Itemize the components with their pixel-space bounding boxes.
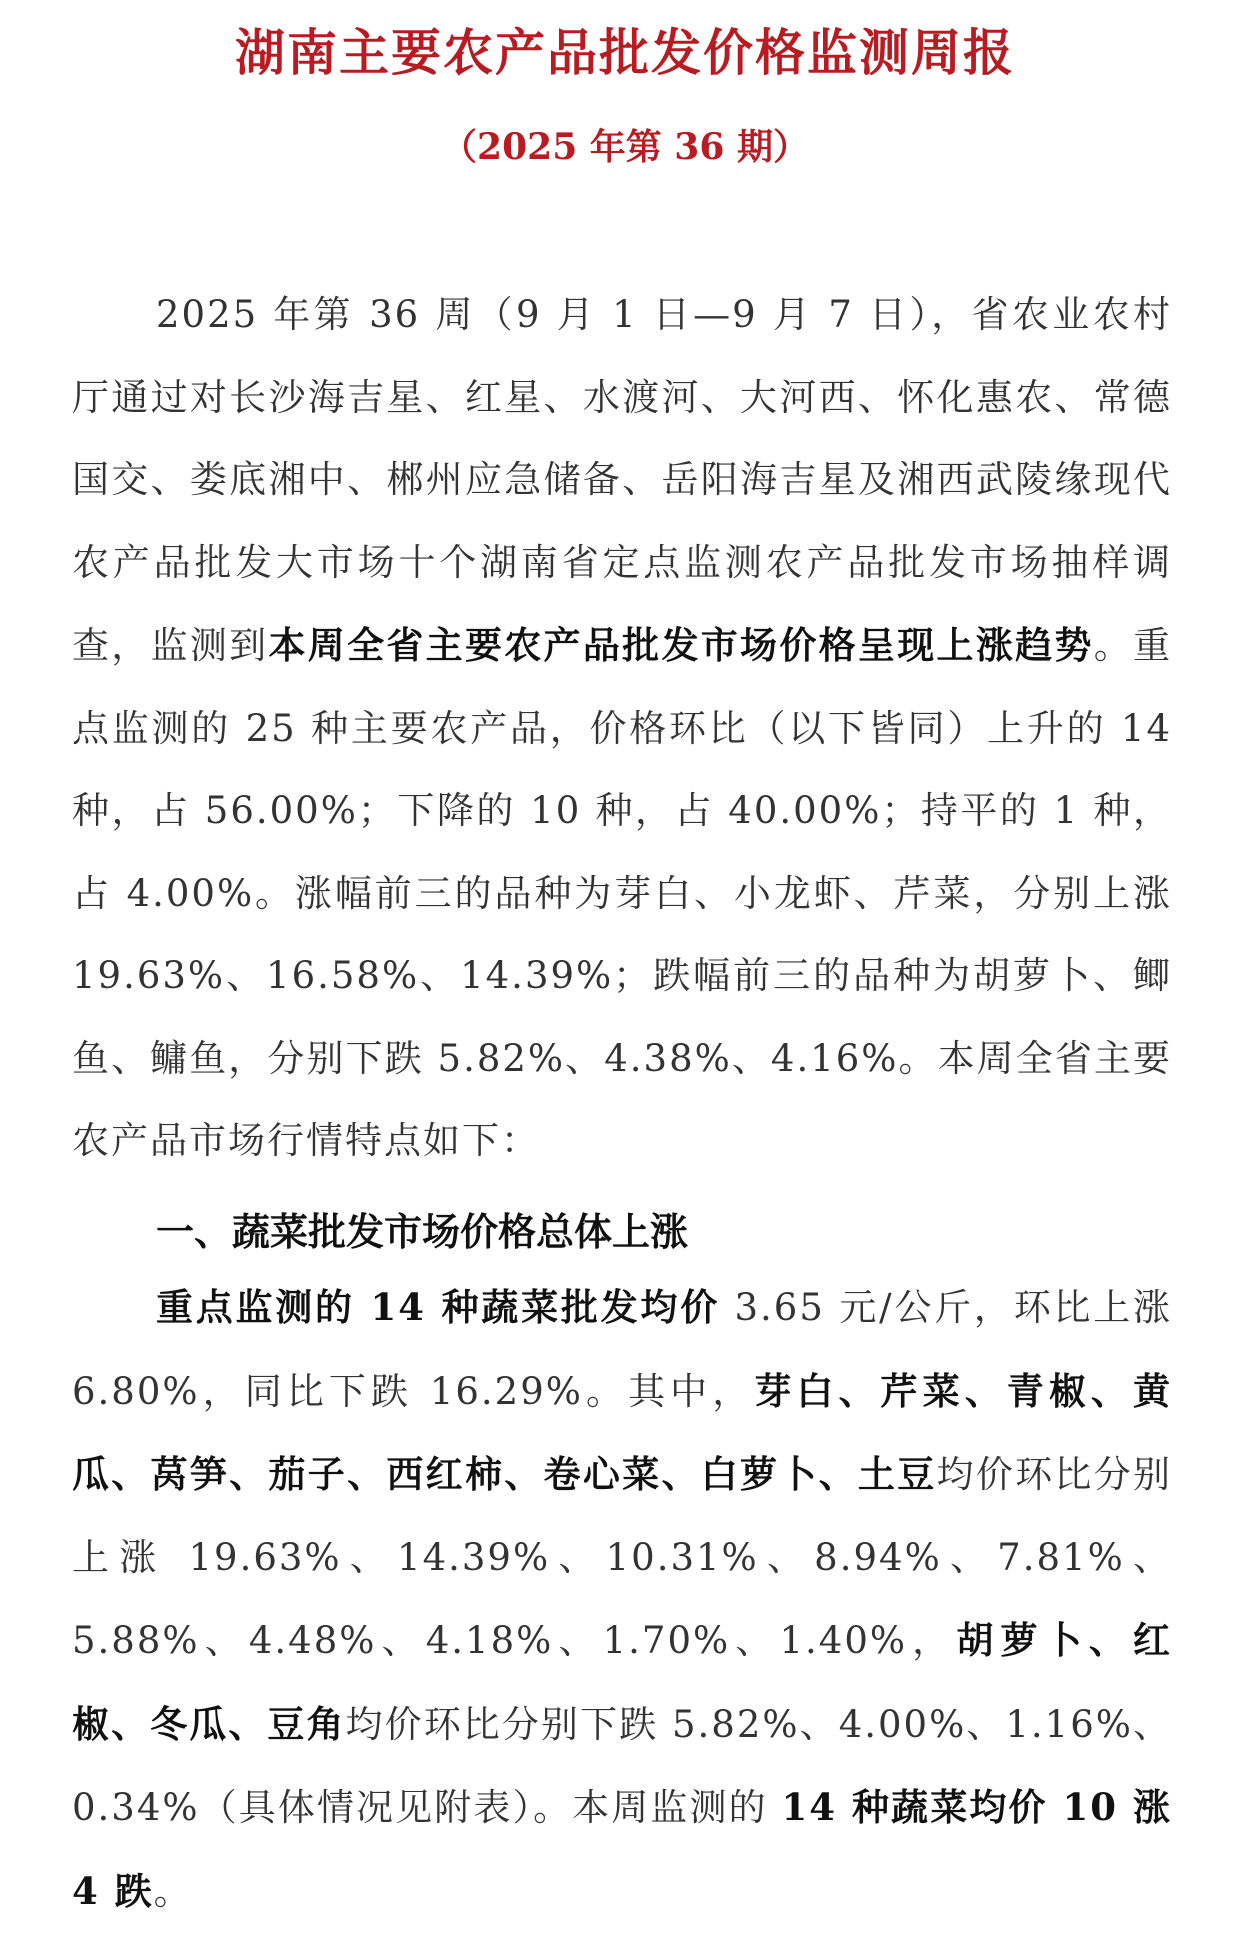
text-run: 。 <box>153 1869 193 1913</box>
text-run: 3.65 元/公斤，环比上涨 6.80%，同比下跌 16.29%。其中， <box>72 1286 1172 1413</box>
text-run-bold: 重点监测的 14 种蔬菜批发均价 <box>156 1285 720 1329</box>
summary-paragraph <box>72 274 1172 1183</box>
text-run-bold: 胡萝卜、红椒、冬瓜、豆角 <box>72 1618 1172 1746</box>
text-run: 均价环比分别上涨 19.63%、14.39%、10.31%、8.94%、7.81%、5.88%、4.48%、4.18%、1.70%、1.40%， <box>72 1453 1173 1662</box>
text-run: 均价环比分别下跌 5.82%、4.00%、1.16%、0.34%（具体情况见附表）。本周监测的 <box>72 1702 1173 1829</box>
vegetable-paragraph <box>72 1266 1172 1933</box>
text-run: 2025 年第 36 周（9 月 1 日—9 月 7 日），省农业农村厅通过对长沙海吉星、红星、水渡河、大河西、怀化惠农、常德国交、娄底湘中、郴州应急储备、岳阳海吉星及湘西武陵缘现代农产品批发大市场十个湖南省定点监测农产品批发市场抽样调查，监测到 <box>72 293 1172 667</box>
text-run-bold: 14 种蔬菜均价 10 涨 4 跌 <box>72 1785 1172 1913</box>
text-run-bold: 芽白、芹菜、青椒、黄瓜、莴笋、茄子、西红柿、卷心菜、白萝卜、土豆 <box>72 1368 1173 1496</box>
section-heading-vegetables: 一、蔬菜批发市场价格总体上涨 <box>156 1210 689 1254</box>
text-run-bold: 本周全省主要农产品批发市场价格呈现上涨趋势 <box>268 623 1094 667</box>
issue-number: （2025 年第 36 期） <box>441 126 809 168</box>
report-title: 湖南主要农产品批发价格监测周报 <box>235 24 1015 82</box>
text-run: 。重点监测的 25 种主要农产品，价格环比（以下皆同）上升的 14 种，占 56.00%；下降的 10 种，占 40.00%；持平的 1 种，占 4.00%。涨幅前三的品种为芽白、小龙虾、芹菜，分别上涨 19.63%、16.58%、14.39%；跌幅前三的品种为胡萝卜、鲫鱼、鳙鱼，分别下跌 5.82%、4.38%、4.16%。本周全省主要农产品市场行情特点如下： <box>72 624 1173 1162</box>
